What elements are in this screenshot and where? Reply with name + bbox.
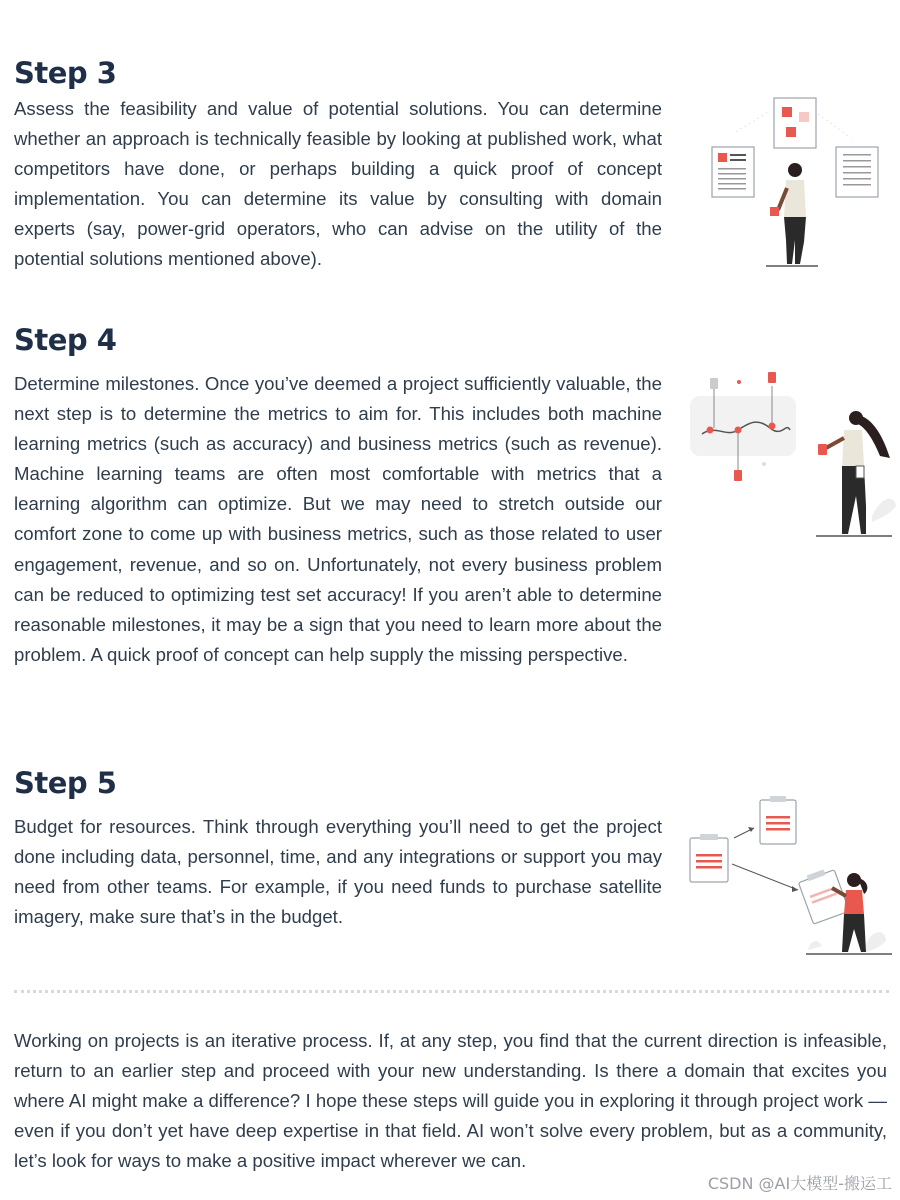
closing-paragraph: Working on projects is an iterative process. If, at any step, you find that the current direction is infeasible, return to an earlier step and proceed with your new understanding. Is there a domain that excites you where AI might make a difference? I hope these steps will guide you in exploring it through project work — even if you don’t yet have deep expertise in that field. AI won’t solve every problem, but as a community, let’s look for ways to make a positive impact wherever we can. [14, 1030, 887, 1172]
database-icon [734, 470, 742, 481]
step-5-heading: Step 5 [14, 766, 117, 800]
database-icon [768, 372, 776, 383]
step-3-body: Assess the feasibility and value of potential solutions. You can determine whether an approach is technically feasible by looking at published work, what competitors have done, or perhaps building a quick proof of concept implementation. You can determine its value by consulting with domain experts (say, power-grid operators, who can advise on the utility of the potential solutions mentioned above). [14, 98, 662, 270]
budget-illustration [686, 794, 896, 959]
step-3-heading: Step 3 [14, 56, 117, 90]
milestones-illustration [686, 366, 896, 541]
step-4-body: Determine milestones. Once you’ve deemed a project sufficiently valuable, the next step is to determine the metrics to aim for. This includes both machine learning metrics (such as accuracy) and business metrics (such as revenue). Machine learning teams are often most comfortable with metrics that a learning algorithm can optimize. But we may need to stretch outside our comfort zone to come up with business metrics, such as those related to user engagement, revenue, and so on. Unfortunately, not every business problem can be reduced to optimizing test set accuracy! If you aren’t able to determine reasonable milestones, it may be a sign that you need to learn more about the problem. A quick proof of concept can help supply the missing perspective. [14, 373, 662, 665]
database-icon [710, 378, 718, 389]
step-4-section [14, 323, 662, 670]
person-figure-icon [766, 163, 818, 266]
feasibility-illustration [706, 92, 886, 274]
person-figure-icon [816, 411, 896, 536]
section-divider [14, 990, 889, 993]
watermark: CSDN @AI大模型-搬运工 [707, 1174, 892, 1193]
step-3-section [14, 56, 662, 275]
step-4-heading: Step 4 [14, 323, 117, 357]
step-5-section [14, 766, 662, 932]
sticky-notes-card-icon [774, 98, 816, 148]
step-5-body: Budget for resources. Think through everything you’ll need to get the project done including data, personnel, time, and any integrations or support you may need from other teams. For example, if you need funds to purchase satellite imagery, make sure that’s in the budget. [14, 816, 662, 928]
